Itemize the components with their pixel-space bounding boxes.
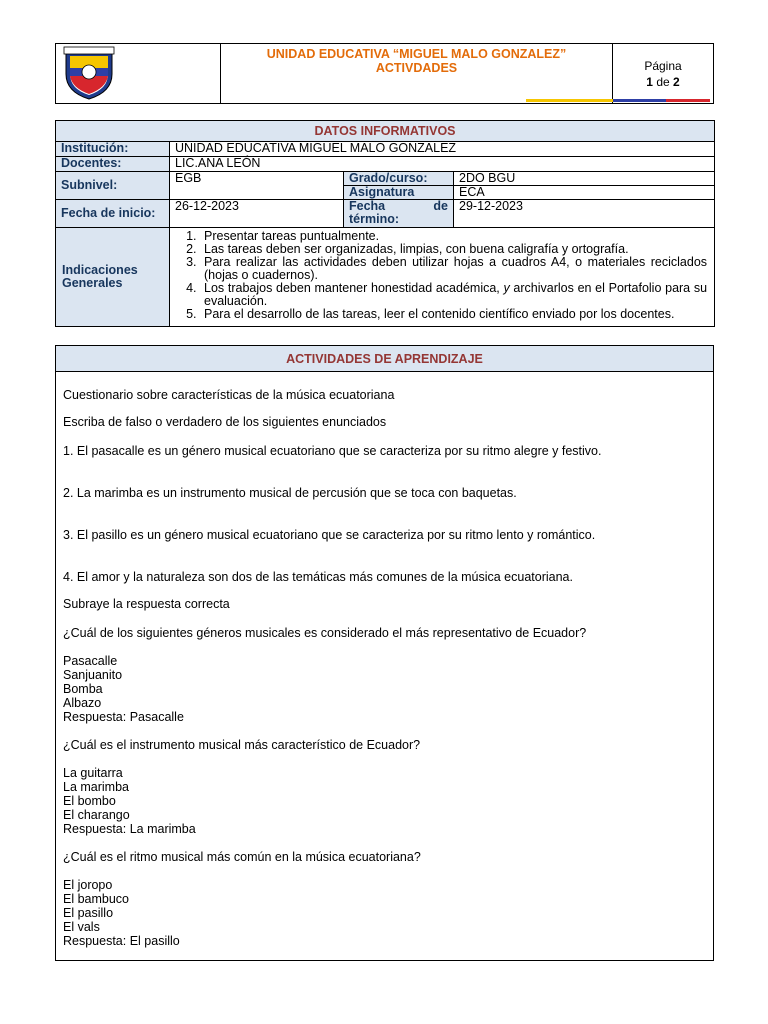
flag-stripe-blue <box>613 99 666 102</box>
question-2: ¿Cuál es el instrumento musical más característico de Ecuador? <box>63 738 421 752</box>
question-2-option: La marimba <box>63 780 129 794</box>
question-1-answer: Respuesta: Pasacalle <box>63 710 184 724</box>
school-name-title: UNIDAD EDUCATIVA “MIGUEL MALO GONZALEZ” <box>266 47 567 61</box>
subnivel-value: EGB <box>170 172 344 200</box>
institucion-label: Institución: <box>56 142 170 157</box>
emphasis: y <box>503 281 510 295</box>
question-1-option: Sanjuanito <box>63 668 123 682</box>
document-title <box>221 44 613 103</box>
indicaciones-list <box>175 230 707 321</box>
grado-value: 2DO BGU <box>454 172 715 186</box>
indicaciones-cell <box>170 228 715 327</box>
info-table-title: DATOS INFORMATIVOS <box>56 121 715 142</box>
question-1: ¿Cuál de los siguientes géneros musicales es considerado el más representativo de Ecuador? <box>63 626 587 640</box>
fecha-termino-value: 29-12-2023 <box>454 200 715 228</box>
page-label: Página <box>644 59 682 73</box>
fecha-termino-label <box>344 200 454 228</box>
indicaciones-label: Indicaciones Generales <box>56 228 170 327</box>
question-1-option: Bomba <box>63 682 103 696</box>
question-1-option: Albazo <box>63 696 102 710</box>
flag-stripe-yellow <box>526 99 613 102</box>
flag-stripe-red <box>666 99 710 102</box>
page-current: 1 <box>646 75 653 89</box>
school-logo <box>56 44 221 103</box>
activities-section <box>55 345 714 961</box>
indicacion-item: 5. Para el desarrollo de las tareas, leer el contenido científico enviado por los docentes. <box>200 308 707 321</box>
info-table <box>55 120 715 327</box>
question-1-option: Pasacalle <box>63 654 118 668</box>
indicacion-item: 4. Los trabajos deben mantener honestidad académica, y archivarlos en el Portafolio para su evaluación. <box>200 282 707 308</box>
indicacion-item: 3. Para realizar las actividades deben utilizar hojas a cuadros A4, o materiales reciclados (hojas o cuadernos). <box>200 256 707 282</box>
indicacion-item: 2. Las tareas deben ser organizadas, limpias, con buena caligrafía y ortografía. <box>200 243 707 256</box>
question-2-answer: Respuesta: La marimba <box>63 822 196 836</box>
question-3: ¿Cuál es el ritmo musical más común en la música ecuatoriana? <box>63 850 421 864</box>
grado-label: Grado/curso: <box>344 172 454 186</box>
subnivel-label: Subnivel: <box>56 172 170 200</box>
asignatura-label: Asignatura <box>344 186 454 200</box>
statement-2: 2. La marimba es un instrumento musical de percusión que se toca con baquetas. <box>63 486 517 500</box>
fecha-termino-label-a: Fecha <box>349 199 386 213</box>
docentes-label: Docentes: <box>56 157 170 172</box>
document-header <box>55 43 714 104</box>
fecha-termino-label-c: término: <box>349 212 399 226</box>
question-3-option: El bambuco <box>63 892 130 906</box>
activity-instruction-1: Escriba de falso o verdadero de los siguientes enunciados <box>63 415 387 429</box>
statement-3: 3. El pasillo es un género musical ecuatoriano que se caracteriza por su ritmo lento y romántico. <box>63 528 596 542</box>
asignatura-value: ECA <box>454 186 715 200</box>
fecha-inicio-value: 26-12-2023 <box>170 200 344 228</box>
fecha-inicio-label: Fecha de inicio: <box>56 200 170 228</box>
question-3-option: El pasillo <box>63 906 114 920</box>
page-number <box>613 44 713 103</box>
question-3-option: El joropo <box>63 878 113 892</box>
indicacion-item: 1. Presentar tareas puntualmente. <box>200 230 707 243</box>
page-sep: de <box>656 75 670 89</box>
activity-instruction-2: Subraye la respuesta correcta <box>63 597 230 611</box>
statement-1: 1. El pasacalle es un género musical ecuatoriano que se caracteriza por su ritmo alegre y festivo. <box>63 444 602 458</box>
docentes-value: LIC.ANA LEÓN <box>170 157 715 172</box>
activity-intro: Cuestionario sobre características de la música ecuatoriana <box>63 388 395 402</box>
fecha-termino-label-b: de <box>433 199 448 213</box>
activities-title: ACTIVDADES <box>375 61 458 75</box>
question-3-option: El vals <box>63 920 100 934</box>
institucion-value: UNIDAD EDUCATIVA MIGUEL MALO GONZALEZ <box>170 142 715 157</box>
question-2-option: La guitarra <box>63 766 123 780</box>
statement-4: 4. El amor y la naturaleza son dos de las temáticas más comunes de la música ecuatoriana. <box>63 570 573 584</box>
question-2-option: El bombo <box>63 794 116 808</box>
activities-title: ACTIVIDADES DE APRENDIZAJE <box>56 346 713 372</box>
question-2-option: El charango <box>63 808 130 822</box>
page-total: 2 <box>673 75 680 89</box>
question-3-answer: Respuesta: El pasillo <box>63 934 180 948</box>
